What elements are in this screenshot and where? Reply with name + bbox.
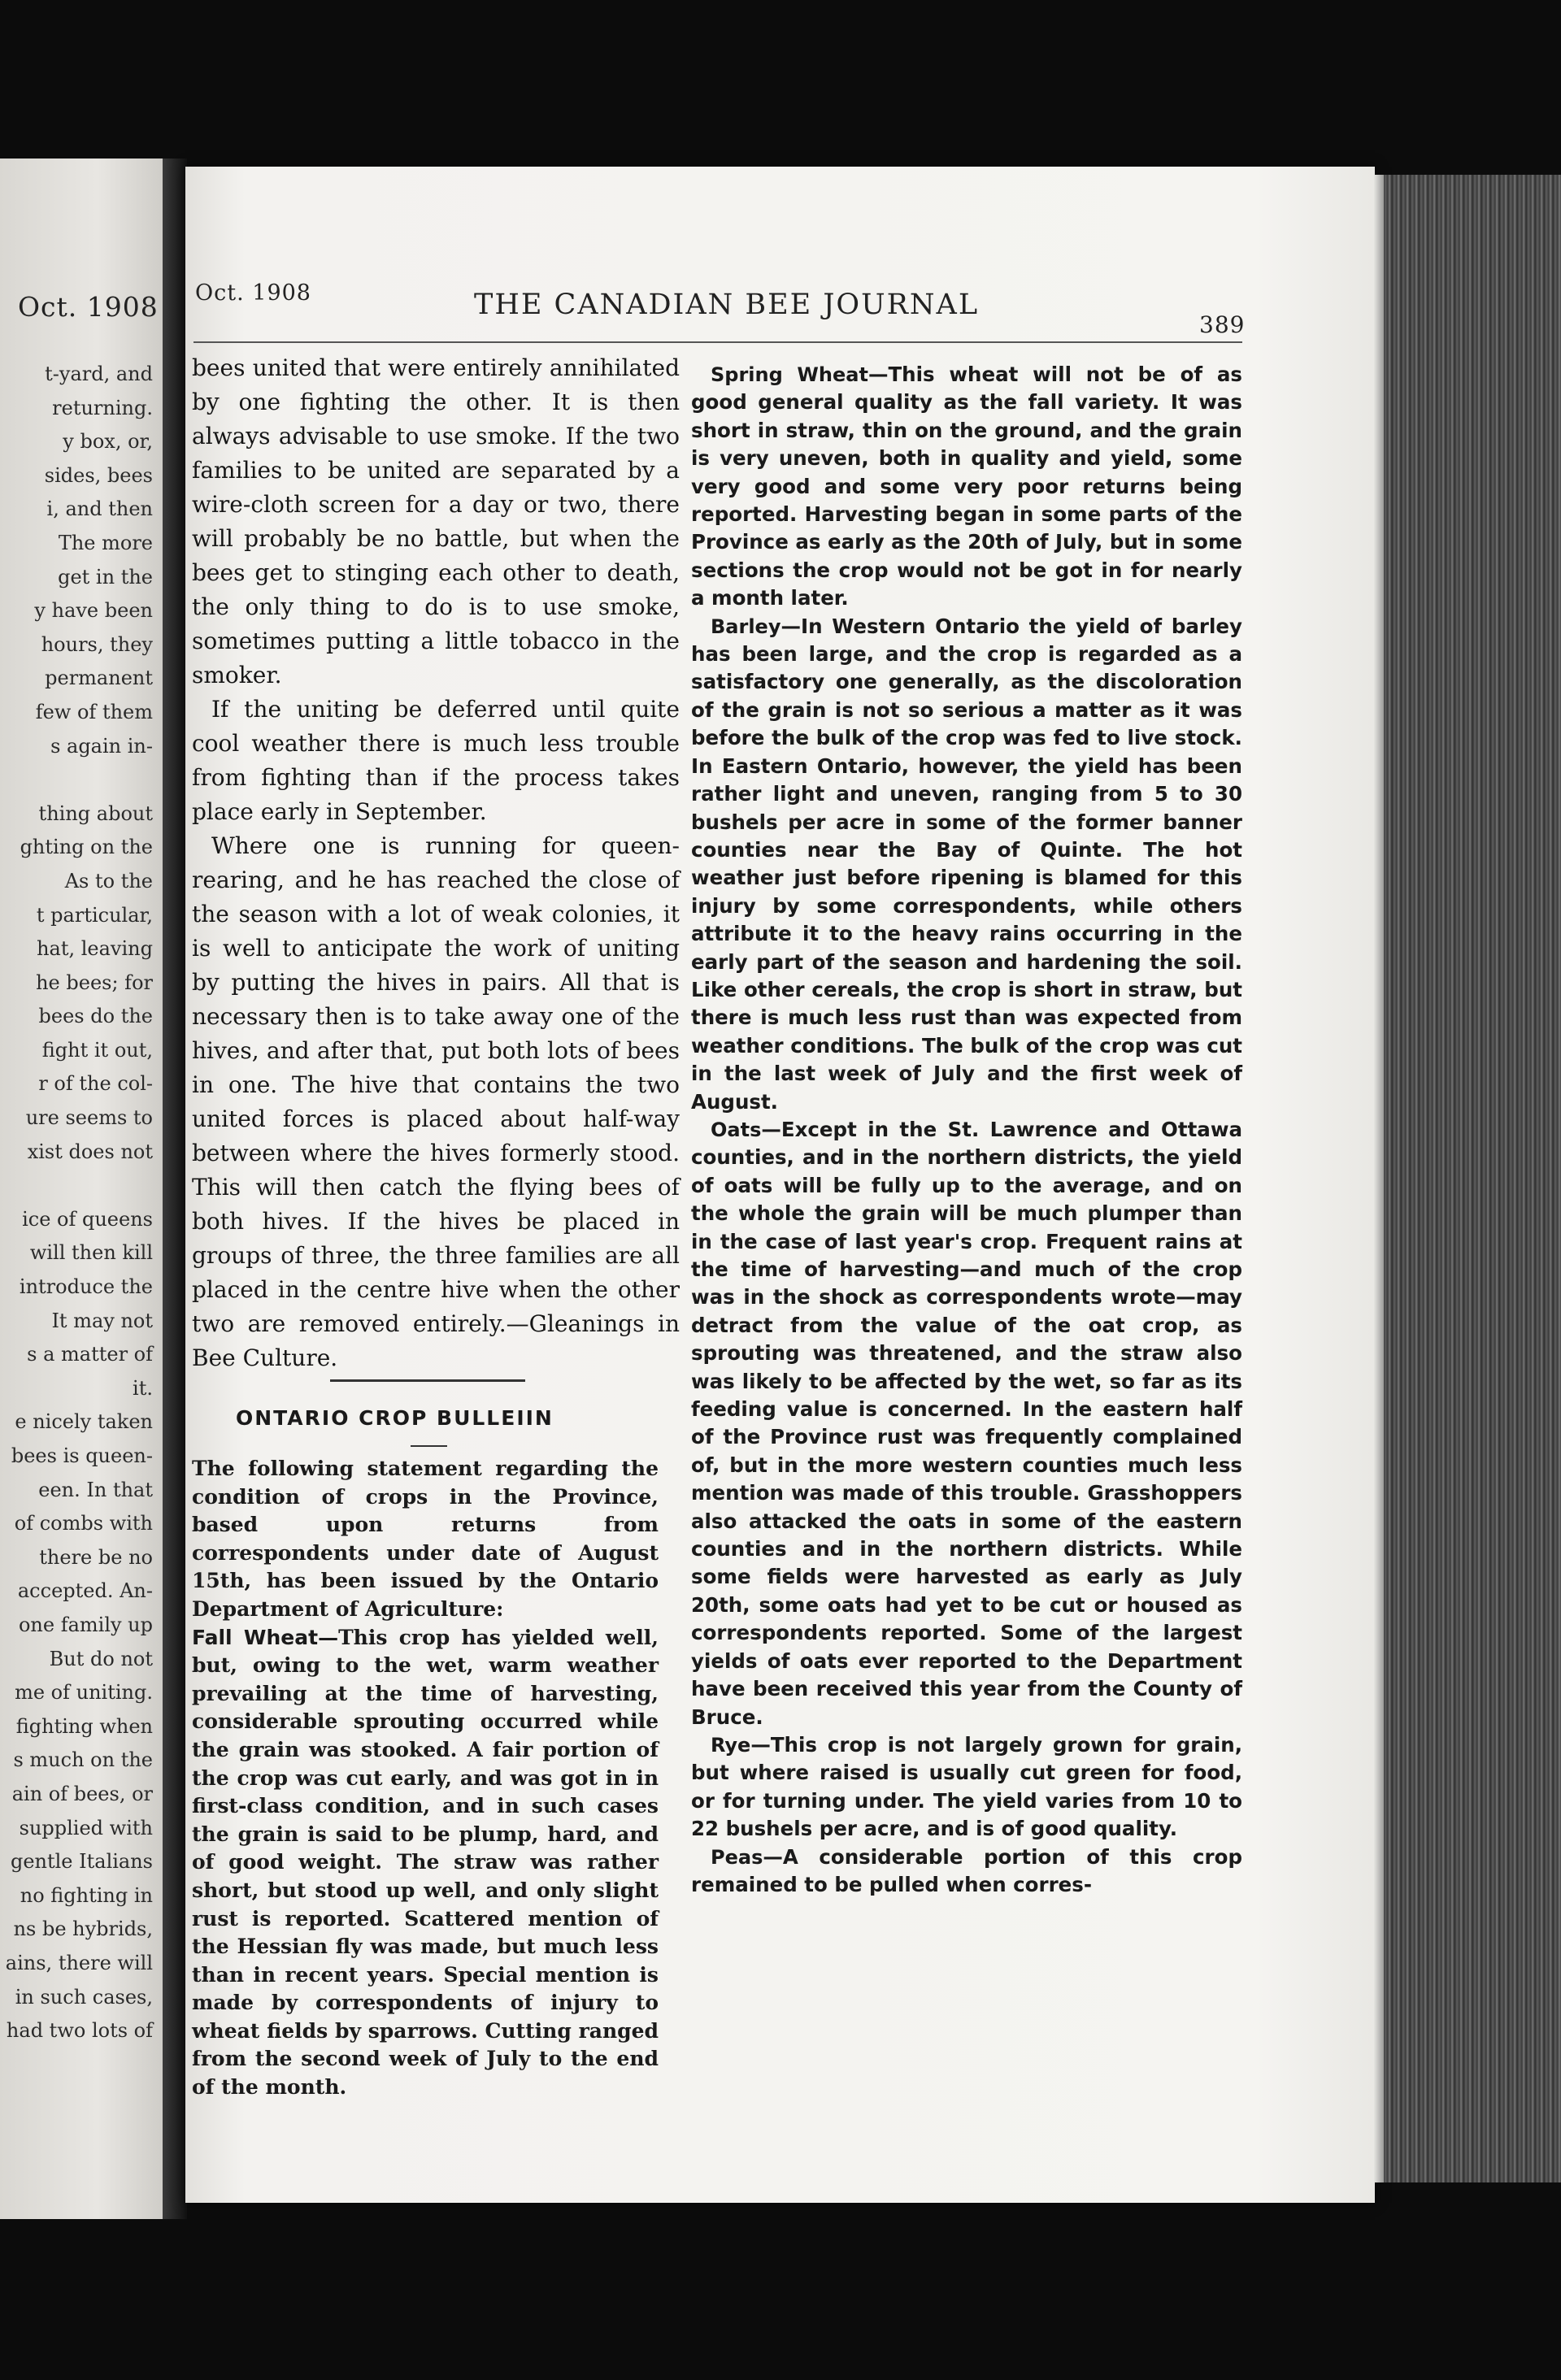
header-rule [193,341,1242,343]
left-page-fragment-line: bees is queen- [11,1444,153,1467]
left-page-fragment-line: he bees; for [36,971,153,994]
left-page-fragment-line: s much on the [13,1748,153,1772]
left-page-fragment-line: get in the [58,565,153,588]
left-page-fragment-line: ghting on the [20,836,153,859]
barley-text: —In Western Ontario the yield of barley has been large, and the crop is regarded as a satisfactory one generally, as the discoloration of the grain is not so serious a matter as it was before the bulk of the crop was fed to live stock. In Eastern Ontario, however, the yield has been rather light and uneven, ranging from 5 to 30 bushels per acre in some of the former banner counties near the Bay of Quinte. The hot weather just before ripening is blamed for this injury by some correspondents, while others attribute it to the heavy rains occurring in the early part of the season and hardening the soil. Like other cereals, the crop is short in straw, but there is much less rust than was expected from weather conditions. The bulk of the crop was cut in the last week of July and the first week of August. [691,614,1242,1114]
left-page-fragment-line: y box, or, [63,430,153,454]
article-column-left [192,351,680,1375]
issue-date: Oct. 1908 [195,280,311,306]
left-page-fragment-line: ain of bees, or [11,1782,153,1805]
spring-wheat-paragraph [691,361,1242,613]
left-page-fragment-line: e nicely taken [15,1410,153,1434]
left-page-fragment-line: It may not [51,1309,153,1332]
left-page-fragment-line: permanent [45,667,153,690]
left-page-fragment-line: ains, there will [5,1951,153,1974]
left-page-fragment-line: fighting when [15,1714,153,1738]
title-underline [411,1445,447,1447]
left-page-fragment-line: The more [58,531,153,554]
barley-label: Barley [711,615,781,638]
bulletin-column [192,1455,659,2102]
oats-text: —Except in the St. Lawrence and Ottawa counties, and in the northern districts, the yield of oats will be fully up to the average, and on the whole the grain will be much plumper than in the case of last year's crop. Frequent rains at the time of harvesting—and much of the crop was in the shock as correspondents wrote—may detract from the value of the oat crop, as sprouting was threatened, and the straw also was likely to be affected by the wet, so far as its feeding value is concerned. In the eastern half of the Province rust was frequently complained of, but in the more western counties much less mention was made of this trouble. Grasshoppers also attacked the oats in some of the eastern counties and in the northern districts. While some fields were harvested as early as July 20th, some oats had yet to be cut or housed as correspondents reported. Some of the largest yields of oats ever reported to the Department have been received this year from the County of Bruce. [691,1117,1242,1729]
peas-text: —A considerable portion of this crop remained to be pulled when corres- [691,1844,1242,1896]
left-page-fragment-line: t-yard, and [45,363,153,385]
left-page-fragment-line: one family up [18,1613,153,1636]
left-page-fragment-line: hours, they [41,632,153,656]
barley-paragraph [691,613,1242,1116]
left-page-fragment-line: had two lots of [6,2019,153,2043]
left-page-fragment-line: sides, bees [44,463,153,487]
section-divider [330,1379,525,1382]
left-page-fragment-line: fight it out, [41,1038,153,1062]
left-page-fragment-line: ns be hybrids, [13,1917,153,1941]
crop-report-column [691,361,1242,1899]
fall-wheat-label: Fall Wheat [192,1625,319,1649]
article-paragraph: bees united that were entirely annihilated by one fighting the other. It is then always advisable to use smoke. If the two families to be united are separated by a wire-cloth screen for a day or two, there will probably be no battle, but when the bees get to stinging each other to death, the only thing to do is to use smoke, sometimes putting a little tobacco in the smoker. [192,354,680,688]
left-page-fragment-line: y have been [34,599,153,623]
journal-title: THE CANADIAN BEE JOURNAL [474,289,980,321]
left-page-fragment-line: xist does not [27,1140,153,1163]
left-page-fragment-line: t particular, [36,903,153,927]
peas-paragraph [691,1844,1242,1900]
left-page-fragment-line: hat, leaving [37,937,153,961]
rye-paragraph [691,1731,1242,1844]
left-page-fragment-line [0,763,153,797]
left-page-fragment-line [0,1169,153,1203]
fall-wheat-paragraph [192,1624,659,2102]
article-paragraph: If the uniting be deferred until quite cool weather there is much less trouble from fighting than if the process takes place early in September. [192,696,680,825]
left-page-fragment-line: bees do the [38,1005,153,1028]
left-page-fragment-line: in such cases, [15,1985,153,2009]
rye-label: Rye [711,1733,751,1757]
left-page-fragment-line: i, and then [46,497,153,521]
left-page-fragment-line: it. [133,1376,153,1400]
left-page-fragment-line: few of them [35,700,153,723]
article-paragraph: Where one is running for queen-rearing, and he has reached the close of the season with a lot of weak colonies, it is well to anticipate the work of uniting by putting the hives in pairs. All that is necessary then is to take away one of the hives, and after that, put both lots of bees in one. The hive that contains the two united forces is placed about half-way between where the hives formerly stood. This will then catch the flying bees of both hives. If the hives be placed in groups of three, the three families are all placed in the centre hive when the other two are removed entirely.—Gleanings in Bee Culture. [192,832,680,1371]
left-page-fragment-line: there be no [39,1545,153,1569]
fall-wheat-text: —This crop has yielded well, but, owing to the wet, warm weather prevailing at the time of harvesting, considerable sprouting occurred while the grain was stooked. A fair portion of the crop was cut early, and was got in in first-class condition, and in such cases the grain is said to be plump, hard, and of good weight. The straw was rather short, but stood up well, and only slight rust is reported. Scattered mention of the Hessian fly was made, but much less than in recent years. Special mention is made by correspondents of injury to wheat fields by sparrows. Cutting ranged from the second week of July to the end of the month. [192,1625,659,2100]
spring-wheat-label: Spring Wheat [711,363,868,386]
rye-text: —This crop is not largely grown for grain, but where raised is usually cut green for food, or for turning under. The yield varies from 10 to 22 bushels per acre, and is of good quality. [691,1732,1242,1841]
section-title: ONTARIO CROP BULLEIIN [236,1406,554,1430]
oats-label: Oats [711,1118,762,1141]
left-page-fragment-line: s a matter of [27,1343,153,1366]
left-page-fragment-line: me of uniting. [15,1681,153,1705]
bulletin-intro: The following statement regarding the condition of crops in the Province, based upon returns from correspondents under date of August 15th, has been issued by the Ontario Department of Agriculture: [192,1457,659,1621]
left-page-fragment-line: of combs with [14,1512,153,1535]
left-page-text-fragments [0,358,153,2048]
oats-paragraph [691,1116,1242,1731]
left-page-fragment-line: As to the [64,869,153,892]
left-page-running-head: Oct. 1908 [18,291,159,323]
left-page-fragment-line: accepted. An- [17,1579,153,1603]
left-page-fragment-line: will then kill [29,1241,153,1265]
left-page-fragment-line: returning. [52,396,153,419]
page-number: 389 [1199,311,1246,338]
left-page-fragment-line: no fighting in [20,1883,153,1907]
left-page-fragment-line: s again in- [50,734,153,758]
left-page-fragment-line: thing about [38,801,153,825]
left-page-fragment-line: introduce the [19,1275,153,1299]
left-page-fragment-line: supplied with [19,1816,153,1839]
left-page-fragment-line: But do not [49,1647,153,1670]
spring-wheat-text: —This wheat will not be of as good general quality as the fall variety. It was short in straw, thin on the ground, and the grain is very uneven, both in quality and yield, some very good and some very poor returns being reported. Harvesting began in some parts of the Province as early as the 20th of July, but in some sections the crop would not be got in for nearly a month later. [691,363,1243,610]
book-page-edges [1374,175,1561,2182]
book-gutter [163,159,187,2219]
peas-label: Peas [711,1845,763,1869]
left-page-fragment-line: ice of queens [22,1207,153,1231]
left-page-fragment-line: r of the col- [38,1072,153,1096]
left-page-fragment-line: ure seems to [25,1106,153,1130]
left-page-fragment-line: gentle Italians [10,1850,153,1874]
left-page-fragment-line: een. In that [38,1478,153,1501]
